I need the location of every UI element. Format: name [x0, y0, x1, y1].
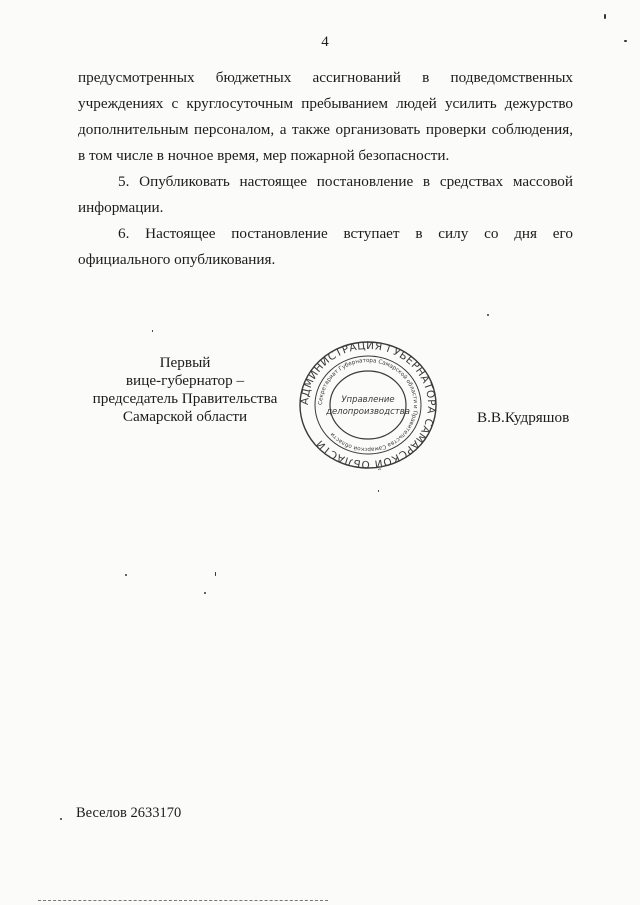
scan-speck [152, 330, 153, 332]
paragraph-5 [78, 169, 573, 221]
scan-speck [624, 40, 627, 42]
signer-title [70, 354, 300, 426]
scan-speck [204, 592, 206, 594]
seal-inner-text: Секретариат Губернатора Самарской области и Правительства Самарской области [317, 357, 419, 453]
scan-speck [215, 572, 216, 576]
scan-speck [60, 818, 62, 820]
signer-title-line: Первый [159, 354, 211, 371]
signer-name: В.В.Кудряшов [477, 409, 570, 426]
scan-speck [487, 314, 489, 316]
paragraph-text: учреждениях с круглосуточным пребыванием людей усилить дежурство дополнительным персоналом, а также организовать проверки соблюдения, в том числе в ночное время, мер пожарной безопасности. [78, 95, 573, 164]
seal-outer-text: АДМИНИСТРАЦИЯ ГУБЕРНАТОРА САМАРСКОЙ ОБЛАСТИ [298, 340, 438, 470]
scan-speck [378, 490, 379, 492]
page-edge-rule [38, 900, 328, 902]
signer-title-line: председатель Правительства [92, 390, 278, 407]
seal-center-line: Управление [341, 395, 395, 405]
seal-center-line: делопроизводства [326, 407, 410, 417]
scan-speck [604, 14, 606, 19]
signer-title-line: Самарской области [122, 408, 248, 425]
official-seal [296, 340, 440, 470]
signer-title-line: вице-губернатор – [125, 372, 245, 389]
paragraph-line: предусмотренных бюджетных ассигнований в подведомственных [78, 69, 573, 86]
paragraph-4-continuation [78, 65, 573, 169]
page-number: 4 [321, 34, 329, 50]
svg-text:Секретариат Губернатора Самарс [318, 358, 418, 452]
paragraph-6 [78, 221, 573, 273]
executor-line: Веселов 2633170 [76, 805, 182, 821]
paragraph-text: 5. Опубликовать настоящее постановление в средствах массовой информации. [78, 173, 573, 216]
paragraph-text: 6. Настоящее постановление вступает в силу со дня его официального опубликования. [78, 225, 573, 268]
scan-speck [125, 574, 127, 576]
